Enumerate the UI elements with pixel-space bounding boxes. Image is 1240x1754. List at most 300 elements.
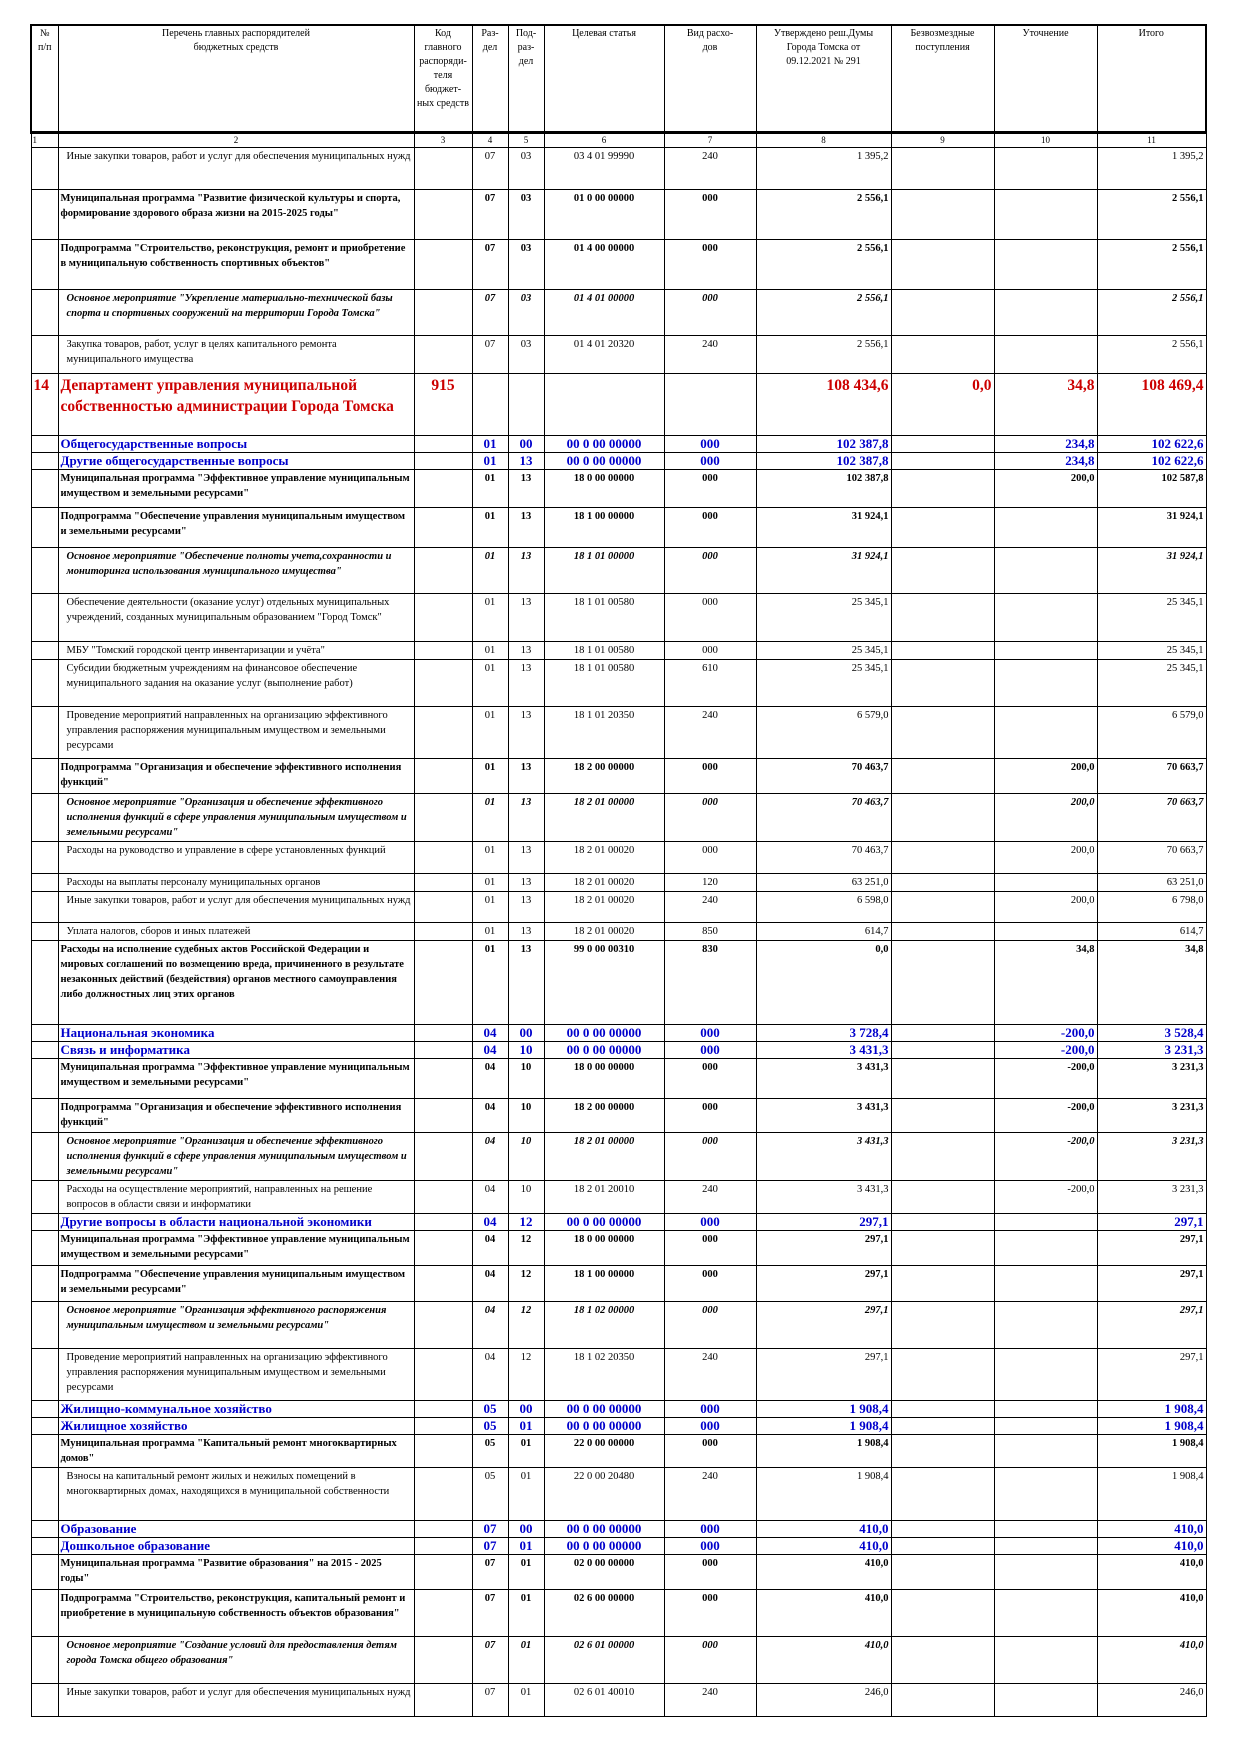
cell-approved: 410,0 <box>756 1538 891 1555</box>
cell-section: 04 <box>472 1133 508 1181</box>
cell-code <box>414 290 472 336</box>
cell-subsection: 03 <box>508 240 544 290</box>
cell-code <box>414 594 472 642</box>
cell-name: Жилищное хозяйство <box>58 1418 414 1435</box>
cell-section: 04 <box>472 1099 508 1133</box>
cell-code <box>414 1401 472 1418</box>
cell-target-article: 00 0 00 00000 <box>544 1025 664 1042</box>
cell-approved: 102 387,8 <box>756 470 891 508</box>
cell-total: 70 663,7 <box>1097 842 1206 874</box>
cell-subsection: 01 <box>508 1684 544 1717</box>
column-number: 4 <box>472 133 508 148</box>
cell-section: 01 <box>472 941 508 1025</box>
column-number: 6 <box>544 133 664 148</box>
cell-section: 04 <box>472 1349 508 1401</box>
table-row <box>31 874 1206 892</box>
cell-target-article: 03 4 01 99990 <box>544 148 664 190</box>
cell-expense-type: 610 <box>664 660 756 707</box>
cell-index <box>31 1059 58 1099</box>
cell-name: Муниципальная программа "Эффективное управление муниципальным имуществом и земельными ресурсами" <box>58 1059 414 1099</box>
cell-target-article: 18 1 00 00000 <box>544 1266 664 1302</box>
cell-adjustment <box>994 1401 1097 1418</box>
cell-code: 915 <box>414 374 472 436</box>
cell-approved: 410,0 <box>756 1555 891 1590</box>
cell-subsection: 13 <box>508 759 544 794</box>
cell-total: 70 663,7 <box>1097 794 1206 842</box>
column-number: 7 <box>664 133 756 148</box>
header-name: Перечень главных распорядителей бюджетных средств <box>58 25 414 133</box>
cell-adjustment: -200,0 <box>994 1059 1097 1099</box>
cell-approved: 70 463,7 <box>756 794 891 842</box>
column-number: 8 <box>756 133 891 148</box>
cell-code <box>414 759 472 794</box>
cell-target-article: 18 2 01 00020 <box>544 842 664 874</box>
cell-section: 01 <box>472 842 508 874</box>
cell-total: 25 345,1 <box>1097 594 1206 642</box>
table-body <box>31 148 1206 1717</box>
cell-subsection: 03 <box>508 190 544 240</box>
cell-code <box>414 1231 472 1266</box>
cell-section: 01 <box>472 548 508 594</box>
cell-total: 246,0 <box>1097 1684 1206 1717</box>
cell-expense-type: 000 <box>664 794 756 842</box>
cell-subsection: 10 <box>508 1042 544 1059</box>
table-row <box>31 892 1206 923</box>
cell-subsection: 10 <box>508 1059 544 1099</box>
cell-subsection: 13 <box>508 892 544 923</box>
cell-expense-type: 000 <box>664 436 756 453</box>
cell-adjustment <box>994 1637 1097 1684</box>
cell-grants <box>891 923 994 941</box>
cell-adjustment: -200,0 <box>994 1099 1097 1133</box>
cell-grants <box>891 1521 994 1538</box>
cell-adjustment: -200,0 <box>994 1181 1097 1214</box>
cell-name: Образование <box>58 1521 414 1538</box>
cell-name: Подпрограмма "Обеспечение управления муниципальным имуществом и земельными ресурсами" <box>58 508 414 548</box>
cell-grants <box>891 1684 994 1717</box>
table-row <box>31 642 1206 660</box>
cell-adjustment <box>994 923 1097 941</box>
cell-index <box>31 1025 58 1042</box>
cell-expense-type: 000 <box>664 1302 756 1349</box>
cell-expense-type: 000 <box>664 1435 756 1468</box>
cell-index <box>31 1684 58 1717</box>
cell-code <box>414 1521 472 1538</box>
cell-code <box>414 470 472 508</box>
section-row <box>31 1418 1206 1435</box>
cell-index <box>31 1302 58 1349</box>
cell-total: 410,0 <box>1097 1538 1206 1555</box>
cell-code <box>414 794 472 842</box>
cell-index <box>31 842 58 874</box>
table-row <box>31 1231 1206 1266</box>
cell-expense-type: 000 <box>664 470 756 508</box>
cell-index <box>31 1538 58 1555</box>
section-row <box>31 1025 1206 1042</box>
section-row <box>31 1214 1206 1231</box>
cell-subsection: 13 <box>508 508 544 548</box>
cell-subsection: 13 <box>508 874 544 892</box>
cell-expense-type: 000 <box>664 508 756 548</box>
cell-grants <box>891 1133 994 1181</box>
cell-adjustment: 200,0 <box>994 794 1097 842</box>
column-number: 10 <box>994 133 1097 148</box>
cell-subsection <box>508 374 544 436</box>
cell-name: Взносы на капитальный ремонт жилых и нежилых помещений в многоквартирных домах, находящихся в муниципальной собственности <box>58 1468 414 1521</box>
cell-target-article: 18 2 00 00000 <box>544 1099 664 1133</box>
cell-index <box>31 594 58 642</box>
cell-code <box>414 436 472 453</box>
cell-subsection: 12 <box>508 1266 544 1302</box>
cell-expense-type: 240 <box>664 1181 756 1214</box>
cell-approved: 297,1 <box>756 1349 891 1401</box>
cell-target-article: 18 2 01 00020 <box>544 874 664 892</box>
cell-expense-type: 000 <box>664 1590 756 1637</box>
cell-subsection: 01 <box>508 1538 544 1555</box>
cell-index <box>31 1418 58 1435</box>
column-number: 9 <box>891 133 994 148</box>
cell-grants <box>891 842 994 874</box>
cell-total: 2 556,1 <box>1097 240 1206 290</box>
cell-expense-type: 240 <box>664 1684 756 1717</box>
cell-target-article: 01 0 00 00000 <box>544 190 664 240</box>
table-row <box>31 1590 1206 1637</box>
cell-grants <box>891 642 994 660</box>
cell-section: 01 <box>472 759 508 794</box>
table-row <box>31 1468 1206 1521</box>
cell-code <box>414 1025 472 1042</box>
cell-adjustment <box>994 1266 1097 1302</box>
cell-grants <box>891 470 994 508</box>
cell-target-article: 00 0 00 00000 <box>544 1042 664 1059</box>
cell-code <box>414 1059 472 1099</box>
cell-index <box>31 436 58 453</box>
cell-approved: 31 924,1 <box>756 508 891 548</box>
table-row <box>31 290 1206 336</box>
cell-code <box>414 148 472 190</box>
table-row <box>31 1349 1206 1401</box>
cell-section: 07 <box>472 148 508 190</box>
cell-approved: 25 345,1 <box>756 660 891 707</box>
cell-subsection: 13 <box>508 794 544 842</box>
cell-approved: 2 556,1 <box>756 240 891 290</box>
cell-total: 102 622,6 <box>1097 453 1206 470</box>
cell-approved: 297,1 <box>756 1214 891 1231</box>
cell-adjustment <box>994 1468 1097 1521</box>
cell-total: 102 622,6 <box>1097 436 1206 453</box>
section-row <box>31 1521 1206 1538</box>
cell-subsection: 01 <box>508 1590 544 1637</box>
budget-table <box>30 24 1207 1717</box>
cell-total: 297,1 <box>1097 1266 1206 1302</box>
cell-name: Расходы на руководство и управление в сфере установленных функций <box>58 842 414 874</box>
cell-target-article: 02 6 00 00000 <box>544 1590 664 1637</box>
cell-grants <box>891 1214 994 1231</box>
column-number: 3 <box>414 133 472 148</box>
table-row <box>31 336 1206 374</box>
cell-section: 04 <box>472 1059 508 1099</box>
cell-adjustment <box>994 1214 1097 1231</box>
table-row <box>31 941 1206 1025</box>
table-row <box>31 190 1206 240</box>
cell-subsection: 13 <box>508 453 544 470</box>
table-row <box>31 842 1206 874</box>
cell-adjustment <box>994 240 1097 290</box>
cell-subsection: 00 <box>508 1401 544 1418</box>
cell-subsection: 13 <box>508 707 544 759</box>
cell-name: Жилищно-коммунальное хозяйство <box>58 1401 414 1418</box>
table-row <box>31 1181 1206 1214</box>
cell-total: 297,1 <box>1097 1349 1206 1401</box>
cell-section: 01 <box>472 508 508 548</box>
cell-name: Подпрограмма "Обеспечение управления муниципальным имуществом и земельными ресурсами" <box>58 1266 414 1302</box>
cell-target-article: 18 1 02 20350 <box>544 1349 664 1401</box>
table-row <box>31 594 1206 642</box>
cell-code <box>414 874 472 892</box>
cell-index: 14 <box>31 374 58 436</box>
cell-grants <box>891 240 994 290</box>
cell-expense-type: 000 <box>664 1266 756 1302</box>
cell-section: 01 <box>472 892 508 923</box>
cell-subsection: 13 <box>508 642 544 660</box>
cell-total: 25 345,1 <box>1097 660 1206 707</box>
cell-adjustment <box>994 874 1097 892</box>
header-grants: Безвозмездные поступления <box>891 25 994 133</box>
cell-section: 01 <box>472 594 508 642</box>
cell-index <box>31 1349 58 1401</box>
cell-index <box>31 1042 58 1059</box>
cell-name: Иные закупки товаров, работ и услуг для обеспечения муниципальных нужд <box>58 1684 414 1717</box>
cell-total: 3 231,3 <box>1097 1099 1206 1133</box>
cell-grants <box>891 660 994 707</box>
cell-approved: 3 728,4 <box>756 1025 891 1042</box>
cell-index <box>31 1435 58 1468</box>
cell-total: 6 798,0 <box>1097 892 1206 923</box>
table-header-row <box>31 25 1206 133</box>
cell-approved: 1 908,4 <box>756 1435 891 1468</box>
cell-code <box>414 548 472 594</box>
cell-total: 3 528,4 <box>1097 1025 1206 1042</box>
cell-code <box>414 453 472 470</box>
cell-code <box>414 842 472 874</box>
cell-grants <box>891 290 994 336</box>
cell-subsection: 13 <box>508 923 544 941</box>
cell-name: Обеспечение деятельности (оказание услуг) отдельных муниципальных учреждений, созданных муниципальным образованием "Город Томск" <box>58 594 414 642</box>
cell-section: 04 <box>472 1302 508 1349</box>
cell-index <box>31 794 58 842</box>
cell-code <box>414 1538 472 1555</box>
cell-approved: 3 431,3 <box>756 1181 891 1214</box>
cell-subsection: 12 <box>508 1302 544 1349</box>
section-row <box>31 1042 1206 1059</box>
cell-adjustment <box>994 1231 1097 1266</box>
table-row <box>31 470 1206 508</box>
section-row <box>31 1401 1206 1418</box>
header-index: № п/п <box>31 25 58 133</box>
cell-adjustment <box>994 290 1097 336</box>
cell-subsection: 13 <box>508 660 544 707</box>
cell-target-article: 18 0 00 00000 <box>544 1059 664 1099</box>
cell-target-article <box>544 374 664 436</box>
cell-grants <box>891 1637 994 1684</box>
cell-name: Муниципальная программа "Капитальный ремонт многоквартирных домов" <box>58 1435 414 1468</box>
column-number-row <box>31 133 1206 148</box>
cell-adjustment <box>994 336 1097 374</box>
cell-section: 07 <box>472 190 508 240</box>
cell-target-article: 99 0 00 00310 <box>544 941 664 1025</box>
cell-name: Муниципальная программа "Эффективное управление муниципальным имуществом и земельными ресурсами" <box>58 1231 414 1266</box>
cell-code <box>414 240 472 290</box>
cell-target-article: 02 6 01 00000 <box>544 1637 664 1684</box>
cell-grants <box>891 1435 994 1468</box>
section-row <box>31 453 1206 470</box>
cell-grants <box>891 1302 994 1349</box>
cell-name: Проведение мероприятий направленных на организацию эффективного управления распоряжения муниципальным имуществом и земельными ресурсами <box>58 1349 414 1401</box>
cell-code <box>414 1418 472 1435</box>
cell-approved: 25 345,1 <box>756 642 891 660</box>
table-row <box>31 148 1206 190</box>
cell-adjustment: 234,8 <box>994 453 1097 470</box>
cell-approved: 6 579,0 <box>756 707 891 759</box>
cell-total: 1 908,4 <box>1097 1401 1206 1418</box>
cell-total: 1 908,4 <box>1097 1468 1206 1521</box>
table-row <box>31 1133 1206 1181</box>
cell-grants <box>891 1181 994 1214</box>
cell-index <box>31 1266 58 1302</box>
cell-section: 01 <box>472 794 508 842</box>
cell-expense-type: 000 <box>664 453 756 470</box>
column-number: 5 <box>508 133 544 148</box>
cell-approved: 6 598,0 <box>756 892 891 923</box>
cell-target-article: 18 1 01 20350 <box>544 707 664 759</box>
cell-adjustment <box>994 548 1097 594</box>
cell-adjustment: -200,0 <box>994 1042 1097 1059</box>
cell-name: Уплата налогов, сборов и иных платежей <box>58 923 414 941</box>
cell-approved: 246,0 <box>756 1684 891 1717</box>
cell-target-article: 02 0 00 00000 <box>544 1555 664 1590</box>
cell-section: 01 <box>472 436 508 453</box>
cell-index <box>31 1214 58 1231</box>
cell-code <box>414 1266 472 1302</box>
table-row <box>31 923 1206 941</box>
cell-code <box>414 1302 472 1349</box>
cell-adjustment <box>994 190 1097 240</box>
cell-expense-type: 000 <box>664 290 756 336</box>
cell-total: 1 395,2 <box>1097 148 1206 190</box>
cell-index <box>31 660 58 707</box>
cell-section: 04 <box>472 1181 508 1214</box>
cell-target-article: 18 2 01 00000 <box>544 794 664 842</box>
cell-target-article: 00 0 00 00000 <box>544 436 664 453</box>
cell-expense-type: 000 <box>664 1401 756 1418</box>
cell-section: 05 <box>472 1401 508 1418</box>
cell-section: 01 <box>472 470 508 508</box>
cell-total: 410,0 <box>1097 1590 1206 1637</box>
cell-section: 07 <box>472 240 508 290</box>
table-row <box>31 660 1206 707</box>
cell-section: 01 <box>472 453 508 470</box>
cell-expense-type: 240 <box>664 892 756 923</box>
header-target-article: Целевая статья <box>544 25 664 133</box>
cell-grants <box>891 1349 994 1401</box>
cell-adjustment: 234,8 <box>994 436 1097 453</box>
cell-name: Основное мероприятие "Организация эффективного распоряжения муниципальным имуществом и земельными ресурсами" <box>58 1302 414 1349</box>
cell-target-article: 01 4 01 00000 <box>544 290 664 336</box>
cell-section: 01 <box>472 660 508 707</box>
cell-code <box>414 707 472 759</box>
cell-name: Расходы на выплаты персоналу муниципальных органов <box>58 874 414 892</box>
cell-code <box>414 642 472 660</box>
section-row <box>31 1538 1206 1555</box>
cell-grants <box>891 1555 994 1590</box>
cell-code <box>414 1099 472 1133</box>
cell-section: 01 <box>472 874 508 892</box>
budget-table-sheet <box>30 24 1205 1717</box>
cell-total: 6 579,0 <box>1097 707 1206 759</box>
cell-section: 04 <box>472 1266 508 1302</box>
cell-code <box>414 1133 472 1181</box>
cell-index <box>31 240 58 290</box>
cell-total: 31 924,1 <box>1097 548 1206 594</box>
cell-target-article: 01 4 01 20320 <box>544 336 664 374</box>
cell-name: Другие вопросы в области национальной экономики <box>58 1214 414 1231</box>
cell-grants <box>891 707 994 759</box>
cell-grants <box>891 892 994 923</box>
cell-target-article: 18 2 00 00000 <box>544 759 664 794</box>
header-code: Код главного распоряди- теля бюджет- ных средств <box>414 25 472 133</box>
cell-index <box>31 874 58 892</box>
cell-adjustment <box>994 660 1097 707</box>
cell-approved: 1 908,4 <box>756 1418 891 1435</box>
cell-approved: 102 387,8 <box>756 453 891 470</box>
cell-name: Подпрограмма "Организация и обеспечение эффективного исполнения функций" <box>58 1099 414 1133</box>
cell-code <box>414 190 472 240</box>
cell-name: Муниципальная программа "Эффективное управление муниципальным имуществом и земельными ресурсами" <box>58 470 414 508</box>
cell-index <box>31 1637 58 1684</box>
cell-section: 07 <box>472 1590 508 1637</box>
cell-adjustment: 200,0 <box>994 470 1097 508</box>
cell-name: Закупка товаров, работ, услуг в целях капитального ремонта муниципального имущества <box>58 336 414 374</box>
cell-total: 410,0 <box>1097 1521 1206 1538</box>
cell-target-article: 18 0 00 00000 <box>544 1231 664 1266</box>
cell-section: 05 <box>472 1468 508 1521</box>
table-row <box>31 1684 1206 1717</box>
cell-subsection: 13 <box>508 941 544 1025</box>
header-adjustment: Уточнение <box>994 25 1097 133</box>
section-row <box>31 436 1206 453</box>
cell-approved: 1 908,4 <box>756 1468 891 1521</box>
cell-code <box>414 1590 472 1637</box>
cell-expense-type: 000 <box>664 1418 756 1435</box>
cell-grants <box>891 1042 994 1059</box>
cell-subsection: 13 <box>508 594 544 642</box>
cell-target-article: 02 6 01 40010 <box>544 1684 664 1717</box>
cell-index <box>31 470 58 508</box>
table-row <box>31 1266 1206 1302</box>
cell-total: 31 924,1 <box>1097 508 1206 548</box>
header-subsection: Под- раз- дел <box>508 25 544 133</box>
cell-name: Общегосударственные вопросы <box>58 436 414 453</box>
department-row <box>31 374 1206 436</box>
cell-subsection: 10 <box>508 1133 544 1181</box>
cell-name: Основное мероприятие "Укрепление материально-технической базы спорта и спортивных сооружений на территории Города Томска" <box>58 290 414 336</box>
cell-total: 1 908,4 <box>1097 1418 1206 1435</box>
cell-adjustment <box>994 707 1097 759</box>
cell-adjustment: 200,0 <box>994 842 1097 874</box>
cell-subsection: 00 <box>508 1025 544 1042</box>
cell-code <box>414 1555 472 1590</box>
cell-adjustment: 200,0 <box>994 759 1097 794</box>
